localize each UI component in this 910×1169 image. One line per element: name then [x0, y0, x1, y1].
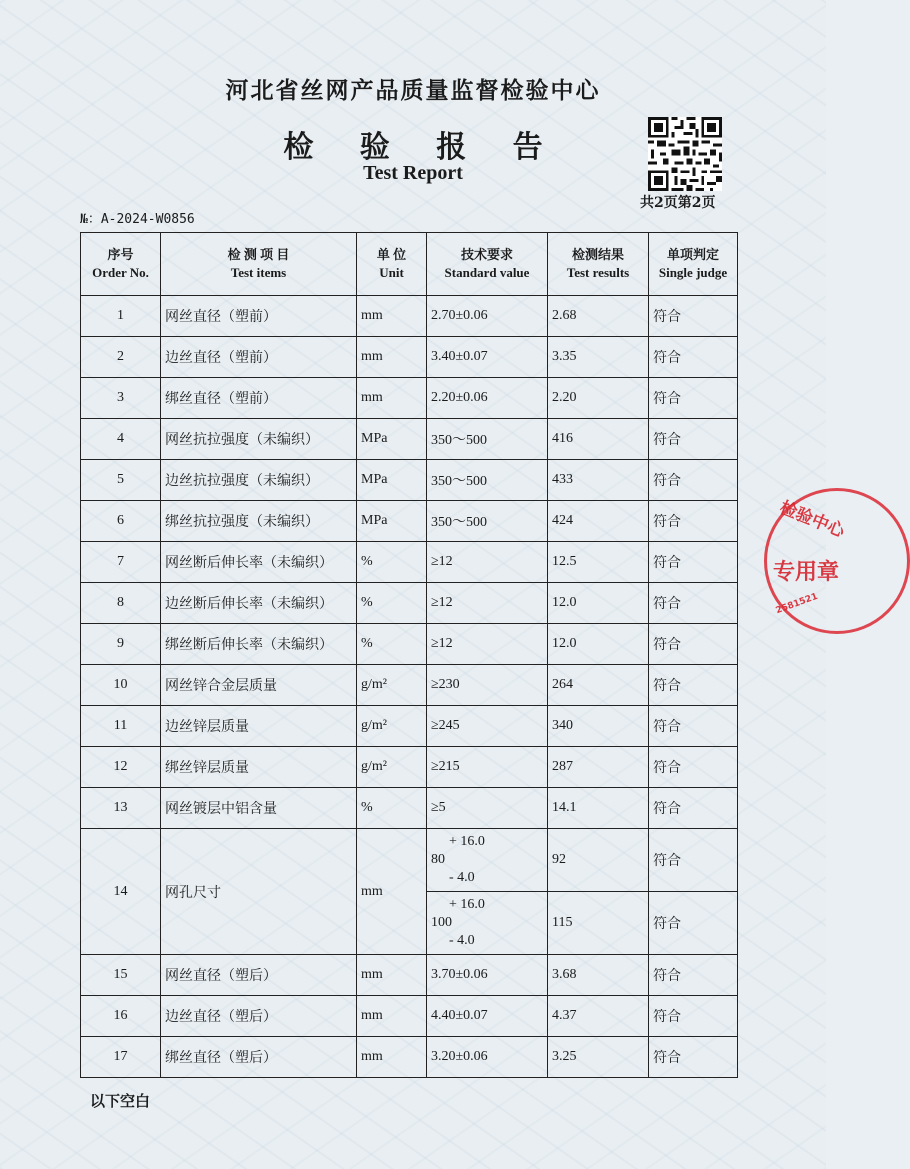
page-info: 共2页第2页 — [640, 195, 716, 211]
header-unit — [357, 233, 427, 296]
official-seal — [764, 488, 910, 634]
table-row-15 — [81, 955, 738, 996]
table-row-1 — [81, 296, 738, 337]
cell-standard-value: 2.70±0.06 — [427, 296, 548, 337]
cell-order-no: 2 — [81, 337, 161, 378]
cell-order-no: 11 — [81, 706, 161, 747]
header-test-results-cn: 检测结果 — [571, 247, 624, 262]
table-row-4 — [81, 419, 738, 460]
table-row-11 — [81, 706, 738, 747]
header-order-no — [81, 233, 161, 296]
cell-order-no: 16 — [81, 996, 161, 1037]
cell-single-judge: 符合 — [649, 378, 738, 419]
cell-test-item: 网丝直径（塑前） — [161, 296, 357, 337]
cell-standard-value: 350～500 — [427, 419, 548, 460]
cell-test-item: 绑丝锌层质量 — [161, 747, 357, 788]
cell-test-result: 264 — [548, 665, 649, 706]
cell-single-judge: 符合 — [649, 706, 738, 747]
table-row-12 — [81, 747, 738, 788]
cell-test-item: 绑丝直径（塑后） — [161, 1037, 357, 1078]
cell-test-result: 433 — [548, 460, 649, 501]
cell-single-judge: 符合 — [649, 419, 738, 460]
test-results-table — [80, 232, 738, 1078]
cell-single-judge: 符合 — [649, 501, 738, 542]
cell-test-result: 287 — [548, 747, 649, 788]
cell-standard-value — [427, 829, 548, 892]
cell-test-result: 14.1 — [548, 788, 649, 829]
seal-text-upper: 检验中心 — [776, 497, 848, 542]
tolerance-lower: - 4.0 — [449, 870, 475, 885]
header-order-no-en: Order No. — [92, 265, 149, 280]
header-single-judge-en: Single judge — [658, 265, 728, 280]
cell-standard-value: ≥12 — [427, 583, 548, 624]
table-row-6 — [81, 501, 738, 542]
cell-test-item: 网孔尺寸 — [161, 829, 357, 955]
seal-text-code: 2581521 — [774, 591, 820, 617]
cell-order-no: 8 — [81, 583, 161, 624]
nominal-value: 100 — [431, 915, 452, 930]
cell-test-result: 3.68 — [548, 955, 649, 996]
cell-test-result: 416 — [548, 419, 649, 460]
cell-standard-value: ≥12 — [427, 542, 548, 583]
cell-unit: mm — [357, 296, 427, 337]
table-header-row — [81, 233, 738, 296]
cell-order-no: 13 — [81, 788, 161, 829]
cell-single-judge: 符合 — [649, 788, 738, 829]
header-standard-value-cn: 技术要求 — [460, 247, 513, 262]
cell-unit: % — [357, 583, 427, 624]
table-row-9 — [81, 624, 738, 665]
cell-test-result: 2.20 — [548, 378, 649, 419]
report-number: №：A-2024-W0856 — [80, 212, 195, 227]
cell-order-no: 4 — [81, 419, 161, 460]
cell-test-result: 115 — [548, 892, 649, 955]
cell-test-item: 网丝直径（塑后） — [161, 955, 357, 996]
table-row-14 — [81, 829, 738, 892]
cell-test-result: 4.37 — [548, 996, 649, 1037]
cell-test-result: 12.5 — [548, 542, 649, 583]
cell-unit: mm — [357, 996, 427, 1037]
cell-order-no: 10 — [81, 665, 161, 706]
cell-standard-value: ≥230 — [427, 665, 548, 706]
table-row-5 — [81, 460, 738, 501]
cell-single-judge: 符合 — [649, 665, 738, 706]
cell-single-judge: 符合 — [649, 747, 738, 788]
cell-test-item: 绑丝抗拉强度（未编织） — [161, 501, 357, 542]
cell-test-item: 网丝抗拉强度（未编织） — [161, 419, 357, 460]
cell-order-no: 3 — [81, 378, 161, 419]
cell-test-item: 边丝直径（塑后） — [161, 996, 357, 1037]
cell-standard-value: ≥245 — [427, 706, 548, 747]
report-title-english: Test Report — [363, 162, 463, 184]
cell-single-judge: 符合 — [649, 1037, 738, 1078]
table-row-10 — [81, 665, 738, 706]
cell-order-no: 6 — [81, 501, 161, 542]
cell-single-judge: 符合 — [649, 542, 738, 583]
cell-unit: MPa — [357, 419, 427, 460]
cell-standard-value: 350～500 — [427, 460, 548, 501]
header-unit-cn: 单 位 — [376, 247, 407, 262]
header-test-items — [161, 233, 357, 296]
cell-test-item: 网丝锌合金层质量 — [161, 665, 357, 706]
table-row-16 — [81, 996, 738, 1037]
tolerance-upper: + 16.0 — [449, 897, 485, 912]
table-row-3 — [81, 378, 738, 419]
tolerance-upper: + 16.0 — [449, 834, 485, 849]
cell-test-result: 12.0 — [548, 624, 649, 665]
cell-order-no: 9 — [81, 624, 161, 665]
cell-order-no: 12 — [81, 747, 161, 788]
header-single-judge-cn: 单项判定 — [666, 247, 719, 262]
header-test-items-cn: 检 测 项 目 — [227, 247, 290, 262]
cell-standard-value: 4.40±0.07 — [427, 996, 548, 1037]
cell-test-result: 92 — [548, 829, 649, 892]
header-test-items-en: Test items — [230, 265, 287, 280]
cell-test-item: 网丝断后伸长率（未编织） — [161, 542, 357, 583]
cell-standard-value — [427, 892, 548, 955]
header-test-results-en: Test results — [566, 265, 630, 280]
table-row-17 — [81, 1037, 738, 1078]
cell-standard-value: 350～500 — [427, 501, 548, 542]
cell-unit: MPa — [357, 460, 427, 501]
cell-unit: mm — [357, 955, 427, 996]
cell-standard-value: 3.20±0.06 — [427, 1037, 548, 1078]
cell-test-item: 边丝直径（塑前） — [161, 337, 357, 378]
cell-unit: mm — [357, 1037, 427, 1078]
cell-standard-value: 2.20±0.06 — [427, 378, 548, 419]
cell-single-judge: 符合 — [649, 460, 738, 501]
cell-test-result: 3.35 — [548, 337, 649, 378]
table-row-7 — [81, 542, 738, 583]
header-standard-value — [427, 233, 548, 296]
cell-order-no: 1 — [81, 296, 161, 337]
header-test-results — [548, 233, 649, 296]
cell-test-item: 绑丝直径（塑前） — [161, 378, 357, 419]
cell-single-judge: 符合 — [649, 296, 738, 337]
table-row-2 — [81, 337, 738, 378]
cell-test-result: 12.0 — [548, 583, 649, 624]
cell-standard-value: ≥5 — [427, 788, 548, 829]
cell-standard-value: ≥215 — [427, 747, 548, 788]
cell-order-no: 17 — [81, 1037, 161, 1078]
organization-title: 河北省丝网产品质量监督检验中心 — [225, 77, 601, 104]
cell-single-judge: 符合 — [649, 955, 738, 996]
cell-order-no: 14 — [81, 829, 161, 955]
header-single-judge — [649, 233, 738, 296]
cell-unit: % — [357, 624, 427, 665]
cell-test-item: 边丝抗拉强度（未编织） — [161, 460, 357, 501]
cell-test-item: 边丝断后伸长率（未编织） — [161, 583, 357, 624]
tolerance-lower: - 4.0 — [449, 933, 475, 948]
cell-unit: mm — [357, 337, 427, 378]
header-standard-value-en: Standard value — [444, 265, 530, 280]
cell-test-result: 340 — [548, 706, 649, 747]
cell-order-no: 15 — [81, 955, 161, 996]
cell-single-judge: 符合 — [649, 337, 738, 378]
table-row-13 — [81, 788, 738, 829]
cell-single-judge: 符合 — [649, 624, 738, 665]
cell-standard-value: ≥12 — [427, 624, 548, 665]
cell-test-result: 424 — [548, 501, 649, 542]
cell-single-judge: 符合 — [649, 892, 738, 955]
report-title-chinese: 检 验 报 告 — [283, 130, 561, 165]
cell-standard-value: 3.40±0.07 — [427, 337, 548, 378]
cell-test-item: 网丝镀层中铝含量 — [161, 788, 357, 829]
cell-unit: MPa — [357, 501, 427, 542]
cell-test-item: 绑丝断后伸长率（未编织） — [161, 624, 357, 665]
footer-note: 以下空白 — [90, 1092, 151, 1110]
qr-code-icon — [648, 117, 722, 191]
cell-unit: % — [357, 788, 427, 829]
cell-unit: g/m² — [357, 706, 427, 747]
cell-single-judge: 符合 — [649, 829, 738, 892]
cell-order-no: 5 — [81, 460, 161, 501]
cell-test-item: 边丝锌层质量 — [161, 706, 357, 747]
header-order-no-cn: 序号 — [107, 247, 134, 262]
cell-unit: mm — [357, 378, 427, 419]
cell-standard-value: 3.70±0.06 — [427, 955, 548, 996]
cell-test-result: 2.68 — [548, 296, 649, 337]
seal-text-middle: 专用章 — [773, 560, 840, 585]
cell-unit: g/m² — [357, 747, 427, 788]
cell-unit: % — [357, 542, 427, 583]
cell-single-judge: 符合 — [649, 996, 738, 1037]
cell-unit: g/m² — [357, 665, 427, 706]
table-row-8 — [81, 583, 738, 624]
cell-order-no: 7 — [81, 542, 161, 583]
cell-test-result: 3.25 — [548, 1037, 649, 1078]
nominal-value: 80 — [431, 852, 445, 867]
cell-unit: mm — [357, 829, 427, 955]
cell-single-judge: 符合 — [649, 583, 738, 624]
header-unit-en: Unit — [379, 265, 404, 280]
